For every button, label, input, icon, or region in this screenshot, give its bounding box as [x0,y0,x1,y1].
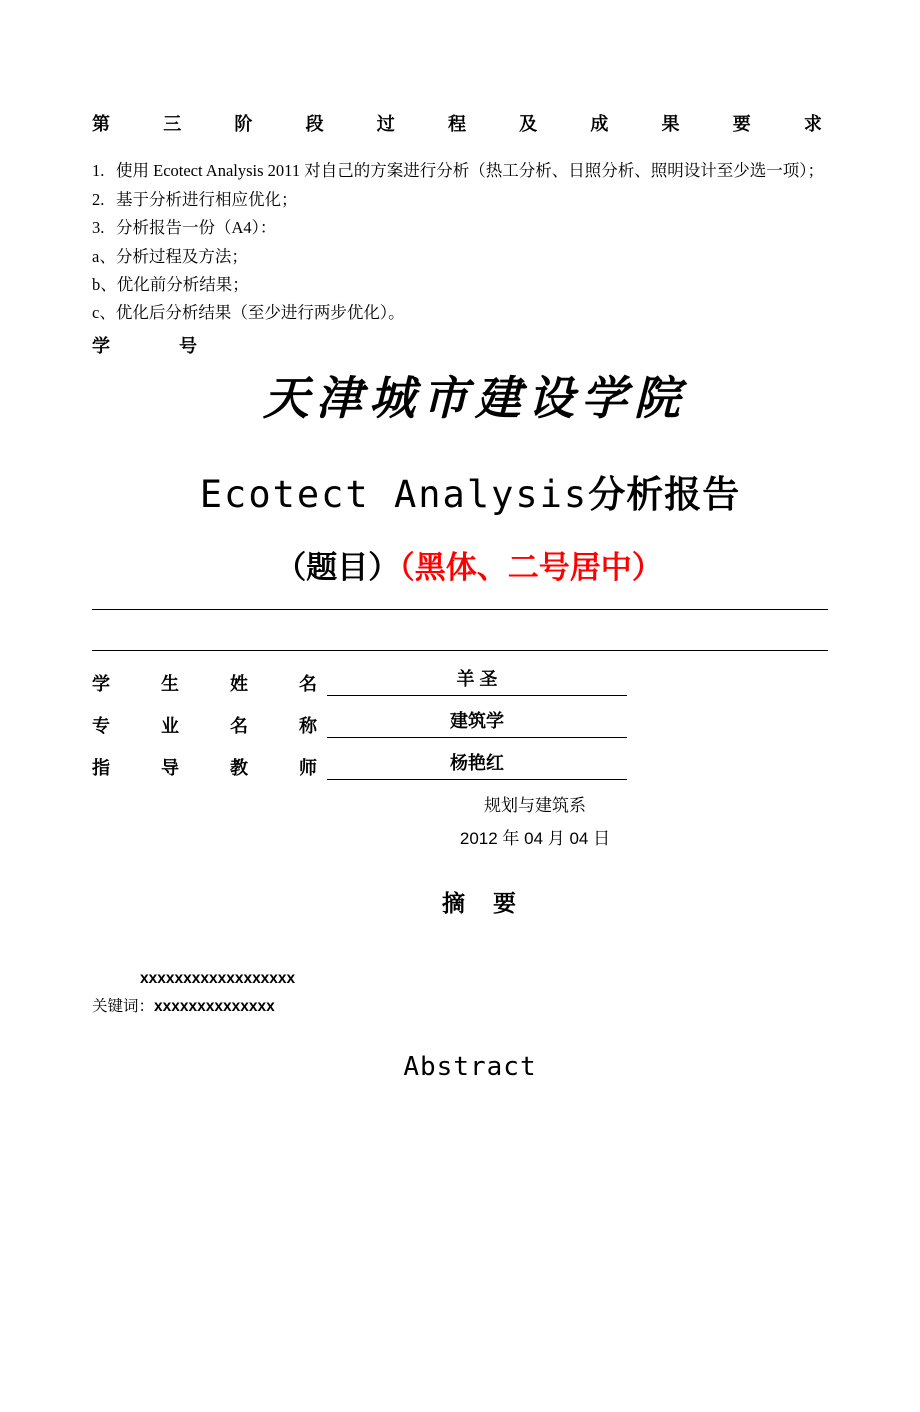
label-char: 名 [299,674,317,695]
label-char: 专 [92,716,110,737]
label-char: 姓 [230,674,248,695]
list-item: b、优化前分析结果； [92,274,249,294]
item-text: 分析报告一份（A4）： [116,218,277,238]
info-row-major [92,707,828,738]
heading-char: 段 [305,114,324,134]
subject-black-text: （题目） [275,550,400,586]
info-value-advisor: 杨艳红 [327,749,627,780]
info-label [92,712,327,738]
list-item: c、优化后分析结果（至少进行两步优化）。 [92,302,405,322]
list-item [92,158,828,185]
list-item: a、分析过程及方法； [92,247,248,267]
heading-char: 过 [376,114,395,134]
zhaiyao-char: 要 [493,890,518,917]
heading-char: 三 [163,114,182,134]
report-date: 2012 年 04 月 04 日 [459,829,611,849]
heading-char: 求 [803,114,822,134]
sub-items-list [92,244,828,326]
keywords-label: 关键词： [92,998,155,1016]
subject-line [92,542,828,587]
requirements-list [92,158,828,242]
item-number: 3. [92,218,105,238]
abstract-heading-latin: Abstract [403,1052,537,1083]
label-char: 业 [161,716,179,737]
item-text: 使用 Ecotect Analysis 2011 对自己的方案进行分析（热工分析、日照分析、照明设计至少选一项）； [116,161,824,180]
label-char: 学 [92,674,110,695]
abstract-placeholder-text: xxxxxxxxxxxxxxxxxx [140,970,296,988]
item-text: 基于分析进行相应优化； [116,189,298,209]
student-id-label [92,332,197,358]
heading-char: 要 [732,114,751,134]
heading-char: 第 [92,114,110,134]
abstract-heading-cjk [92,885,828,918]
subject-red-text: （黑体、二号居中） [399,550,663,586]
heading-char: 果 [661,114,680,134]
keywords-line [92,994,828,1016]
department-name: 规划与建筑系 [484,796,586,816]
item-number: 2. [92,189,105,209]
report-title-latin: Ecotect Analysis [199,473,589,517]
label-char: 导 [161,758,179,779]
item-number: 1. [92,161,105,180]
keywords-value: xxxxxxxxxxxxxx [154,998,275,1016]
info-block [92,665,828,780]
zhaiyao-char: 摘 [442,890,467,917]
student-id-char: 学 [92,336,110,357]
school-name: 天津城市建设学院 [263,371,687,426]
label-char: 教 [230,758,248,779]
list-item [92,187,828,214]
heading-char: 成 [590,114,609,134]
report-title [92,464,828,518]
list-item [92,215,828,242]
label-char: 称 [299,716,317,737]
student-id-char: 号 [179,336,197,357]
label-char: 名 [230,716,248,737]
info-row-student-name [92,665,828,696]
info-label [92,754,327,780]
heading-char: 程 [447,114,466,134]
label-char: 生 [161,674,179,695]
section-heading [92,110,822,136]
divider-top [92,609,828,610]
report-title-cjk: 分析报告 [588,474,741,516]
document-page [0,110,920,1412]
heading-char: 及 [519,114,538,134]
info-value-student-name: 羊 圣 [327,665,627,696]
label-char: 指 [92,758,110,779]
info-value-major: 建筑学 [327,707,627,738]
label-char: 师 [299,758,317,779]
info-row-advisor [92,749,828,780]
divider-second [92,650,828,651]
heading-char: 阶 [234,114,253,134]
info-label [92,670,327,696]
